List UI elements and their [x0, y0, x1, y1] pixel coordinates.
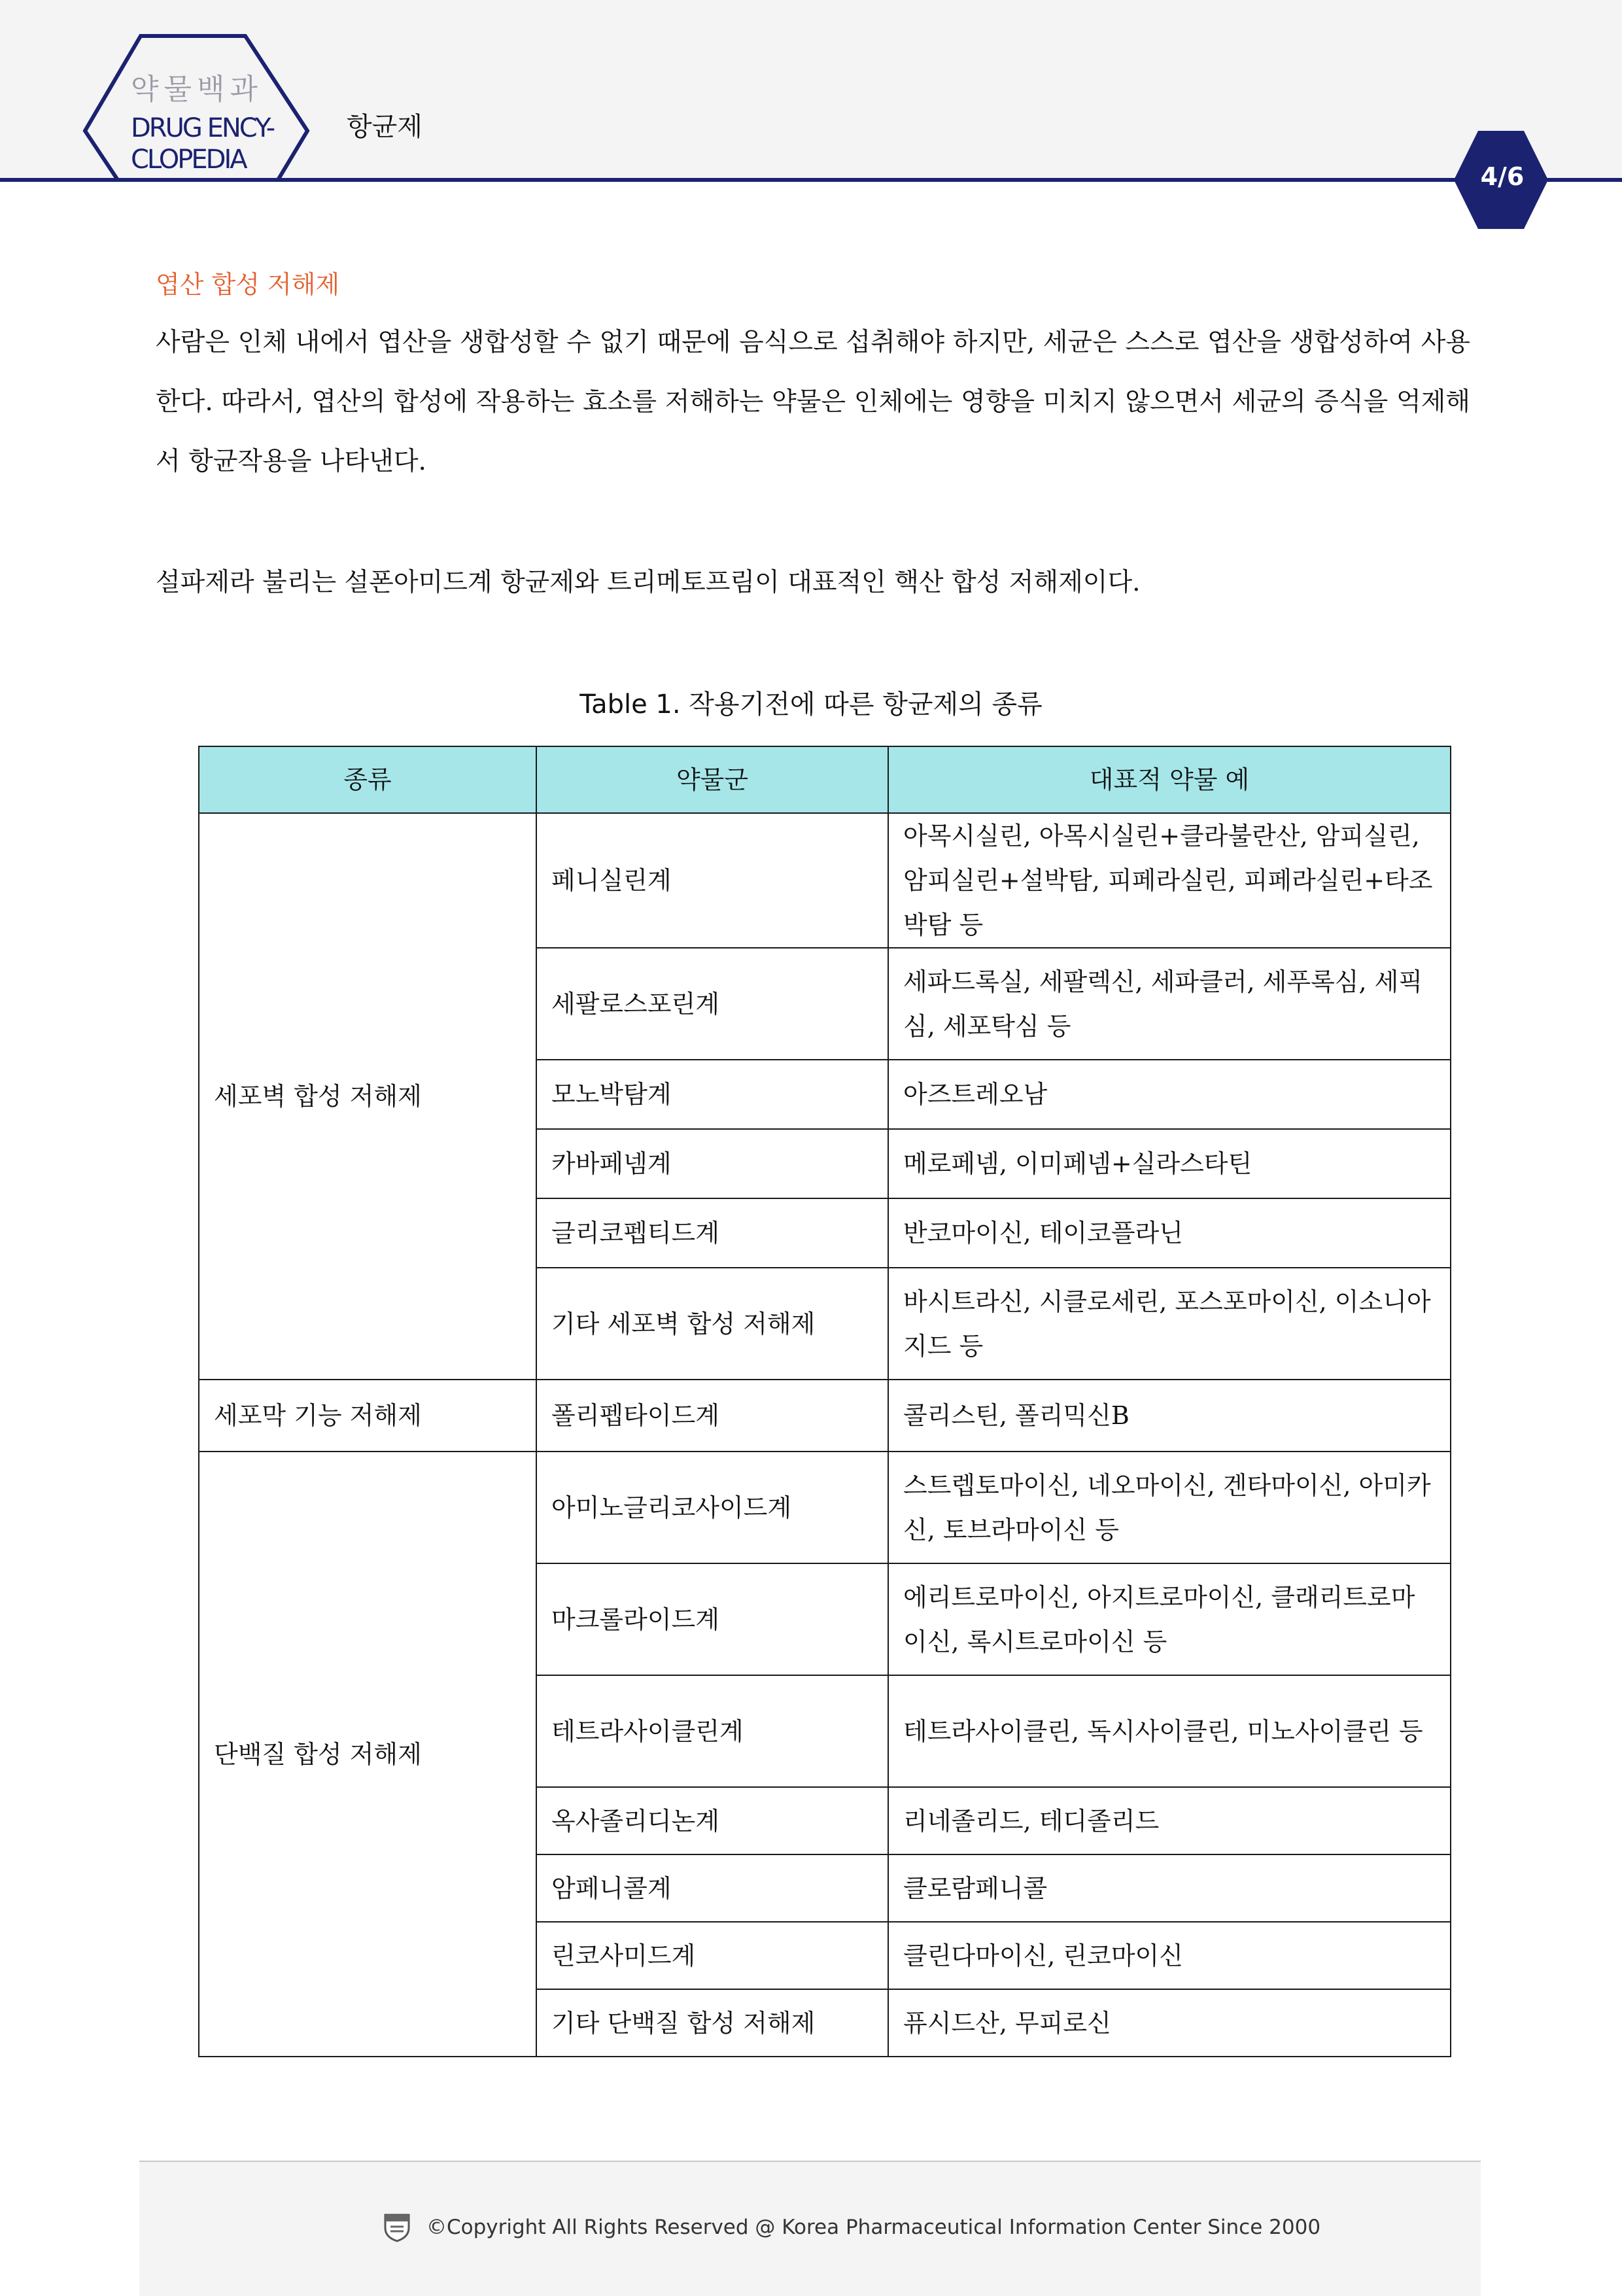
examples-cell: 퓨시드산, 무피로신: [888, 1989, 1451, 2057]
paragraph-sulfonamide: 설파제라 불리는 설폰아미드계 항균제와 트리메토프림이 대표적인 핵산 합성 저해제이다.: [156, 568, 1141, 597]
table-row: [199, 1380, 1451, 1452]
examples-cell: 메로페넴, 이미페넴+실라스타틴: [888, 1129, 1451, 1198]
examples-cell: 콜리스틴, 폴리믹신B: [888, 1380, 1451, 1452]
header-drug-class: 약물군: [536, 746, 888, 813]
kpic-emblem-icon: [383, 2212, 411, 2242]
drug-class-cell: 세팔로스포린계: [536, 948, 888, 1060]
examples-cell: 세파드록실, 세팔렉신, 세파클러, 세푸록심, 세픽심, 세포탁심 등: [888, 948, 1451, 1060]
drug-class-cell: 암페니콜계: [536, 1854, 888, 1922]
drug-class-cell: 글리코펩티드계: [536, 1198, 888, 1268]
drug-class-cell: 테트라사이클린계: [536, 1675, 888, 1787]
footer-copyright: ©Copyright All Rights Reserved @ Korea Pharmaceutical Information Center Since 2000: [426, 2216, 1321, 2239]
examples-cell: 스트렙토마이신, 네오마이신, 겐타마이신, 아미카신, 토브라마이신 등: [888, 1452, 1451, 1563]
drug-class-cell: 모노박탐계: [536, 1060, 888, 1129]
logo-english: DRUG ENCY-CLOPEDIA: [131, 113, 274, 175]
table-caption: Table 1. 작용기전에 따른 항균제의 종류: [579, 689, 1043, 720]
examples-cell: 아목시실린, 아목시실린+클라불란산, 암피실린, 암피실린+설박탐, 피페라실린, 피페라실린+타조박탐 등: [888, 813, 1451, 948]
drug-class-cell: 옥사졸리디논계: [536, 1787, 888, 1854]
examples-cell: 테트라사이클린, 독시사이클린, 미노사이클린 등: [888, 1675, 1451, 1787]
drug-class-cell: 기타 세포벽 합성 저해제: [536, 1268, 888, 1380]
category-cell: 세포벽 합성 저해제: [199, 813, 536, 1380]
examples-cell: 클린다마이신, 린코마이신: [888, 1922, 1451, 1989]
section-heading: 엽산 합성 저해제: [156, 270, 340, 299]
page-indicator: 4/6: [1480, 162, 1525, 191]
table-header-row: [199, 746, 1451, 813]
drug-class-cell: 아미노글리코사이드계: [536, 1452, 888, 1563]
drug-class-cell: 기타 단백질 합성 저해제: [536, 1989, 888, 2057]
category-cell: 단백질 합성 저해제: [199, 1452, 536, 2057]
category-cell: 세포막 기능 저해제: [199, 1380, 536, 1452]
examples-cell: 아즈트레오남: [888, 1060, 1451, 1129]
drug-class-cell: 린코사미드계: [536, 1922, 888, 1989]
header-category: 종류: [199, 746, 536, 813]
drug-class-cell: 페니실린계: [536, 813, 888, 948]
drug-class-cell: 폴리펩타이드계: [536, 1380, 888, 1452]
examples-cell: 반코마이신, 테이코플라닌: [888, 1198, 1451, 1268]
header-examples: 대표적 약물 예: [888, 746, 1451, 813]
table-row: [199, 813, 1451, 948]
antibiotic-classification-table: [198, 746, 1451, 2057]
examples-cell: 클로람페니콜: [888, 1854, 1451, 1922]
paragraph-folate: 사람은 인체 내에서 엽산을 생합성할 수 없기 때문에 음식으로 섭취해야 하지만, 세균은 스스로 엽산을 생합성하여 사용한다. 따라서, 엽산의 합성에 작용하는 효소를 저해하는 약물은 인체에는 영향을 미치지 않으면서 세균의 증식을 억제해서 항균작용을 나타낸다.: [156, 328, 1470, 476]
examples-cell: 바시트라신, 시클로세린, 포스포마이신, 이소니아지드 등: [888, 1268, 1451, 1380]
examples-cell: 에리트로마이신, 아지트로마이신, 클래리트로마이신, 록시트로마이신 등: [888, 1563, 1451, 1675]
table-row: [199, 1452, 1451, 1563]
header-title: 항균제: [347, 112, 423, 142]
drug-class-cell: 마크롤라이드계: [536, 1563, 888, 1675]
examples-cell: 리네졸리드, 테디졸리드: [888, 1787, 1451, 1854]
drug-class-cell: 카바페넴계: [536, 1129, 888, 1198]
logo-korean: 약물백과: [131, 73, 264, 106]
